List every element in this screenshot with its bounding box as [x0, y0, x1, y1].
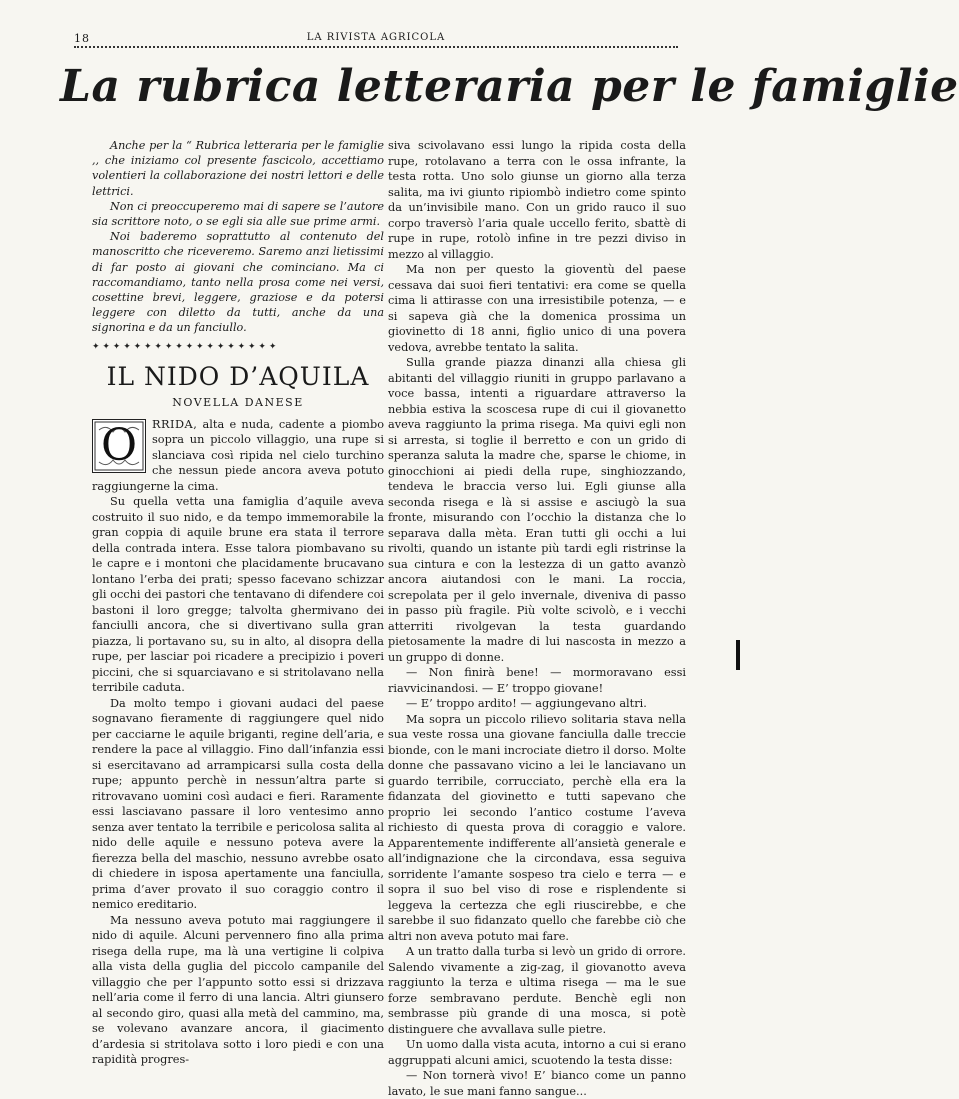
right-column	[388, 138, 686, 1099]
intro-note	[92, 138, 384, 336]
dropcap-letter: O	[100, 419, 138, 471]
page-number: 18	[74, 32, 90, 45]
running-title: LA RIVISTA AGRICOLA	[306, 32, 446, 43]
story-title: IL NIDO D’AQUILA	[106, 362, 370, 392]
story-paragraph: Su quella vetta una famiglia d’aquile aveva costruito il suo nido, e da tempo immemorabile la gran coppia di aquile brune era stata il terrore della contrada intera. Esse talora piombavano su le capre e i montoni che placidamente brucavano lontano l’erba dei prati; spesso facevano schizzar gli occhi dei pastori che tentavano di difendere coi bastoni il loro gregge; talvolta ghermivano dei fanciulli ancora, che si divertivano sulla gran piazza, li portavano su, su in alto, al disopra della rupe, per lasciar poi ricadere a precipizio i poveri piccini, che si squarciavano e si stritolavano nella terribile caduta.	[92, 495, 384, 695]
story-paragraph: A un tratto dalla turba si levò un grido di orrore. Salendo vivamente a zig-zag, il giovanotto aveva raggiunto la terza e ultima risega — ma le sue forze sembravano perdute. Benchè egli non sembrasse più grande di una mosca, si potè distinguere che avvallava sulle pietre.	[388, 945, 686, 1036]
story-paragraph: Ma sopra un piccolo rilievo solitaria stava nella sua veste rossa una giovane fanciulla dalle treccie bionde, con le mani incrociate dietro il dorso. Molte donne che passavano vicino a lei le lanciavano un guardo terribile, corrucciato, perchè ella era la fidanzata del giovinetto e tutti sapevano che proprio lei secondo l’antico costume l’aveva richiesto di questa prova di coraggio e valore. Apparentemente indifferente all’ansietà generale e all’indignazione che la circondava, essa seguiva sorridente l’amante sospeso tra cielo e terra — e sopra il suo bel viso di rose e risplendente si leggeva la certezza che egli riuscirebbe, e che sarebbe il suo fidanzato quello che farebbe ciò che altri non aveva potuto mai fare.	[388, 712, 686, 943]
first-sentence: alta e nuda, cadente a piombo sopra un piccolo villaggio, una rupe si slanciava così ripida nel cielo turchino che nessun piede ancora aveva potuto raggiungerne la cima.	[92, 417, 384, 493]
intro-paragraph: Non ci preoccuperemo mai di sapere se l’autore sia scrittore noto, o se egli sia alle sue prime armi.	[92, 199, 384, 229]
dropcap-initial	[92, 419, 146, 473]
story-body-left	[92, 417, 384, 1068]
story-paragraph: siva scivolavano essi lungo la ripida costa della rupe, rotolavano a terra con le ossa infrante, la testa rotta. Uno solo giunse un giorno alla terza salita, ma ivi giunto ripiombò indietro come spinto da un’invisibile mano. Con un grido rauco il suo corpo traversò l’aria quale uccello ferito, sbattè di rupe in rupe, rotolò infine in tre pezzi diviso in mezzo al villaggio.	[388, 139, 686, 261]
intro-paragraph: Anche per la “ Rubrica letteraria per le famiglie ,, che iniziamo col presente fascicolo, accettiamo volentieri la collaborazione dei nostri lettori e delle lettrici.	[92, 139, 384, 198]
intro-paragraph: Noi baderemo soprattutto al contenuto del manoscritto che riceveremo. Saremo anzi lietissimi di far posto ai giovani che cominciano. Ma ci raccomandiamo, tanto nella prosa come nei versi, cosettine brevi, leggere, graziose e da potersi leggere con diletto da tutti, anche da una signorina e da un fanciullo.	[92, 230, 384, 335]
running-header	[74, 32, 678, 46]
story-paragraph: Ma non per questo la gioventù del paese cessava dai suoi fieri tentativi: era come se quella cima li attirasse con una irresistibile potenza, — e si sapeva già che la domenica prossima un giovinetto di 18 anni, figlio unico di una povera vedova, avrebbe tentato la salita.	[388, 263, 686, 354]
ornament-separator: ✦ ✦ ✦ ✦ ✦ ✦ ✦ ✦ ✦ ✦ ✦ ✦ ✦ ✦ ✦ ✦ ✦ ✦	[92, 341, 277, 352]
story-paragraph: Un uomo dalla vista acuta, intorno a cui si erano aggruppati alcuni amici, scuotendo la testa disse:	[388, 1038, 686, 1067]
scan-edge-mark	[736, 640, 740, 670]
story-paragraph: Sulla grande piazza dinanzi alla chiesa gli abitanti del villaggio riuniti in gruppo parlavano a voce bassa, intenti a riguardare attraverso la nebbia estiva la scoscesa rupe di cui il giovanetto aveva raggiunto la prima risega. Ma quivi egli non si arresta, si toglie il berretto e con un grido di speranza saluta la madre che, sparse le chiome, in ginocchioni ai piedi della rupe, singhiozzando, tendeva le braccia verso lui. Egli giunse alla seconda risega e là si assise e asciugò la sua fronte, misurando con l’occhio la distanza che lo separava dalla mèta. Eran tutti gli occhi a lui rivolti, quando un istante più tardi egli ristrinse la sua cintura e con la lestezza di un gatto avanzò ancora aiutandosi con le mani. La roccia, screpolata per il gelo invernale, diveniva di passo in passo più fragile. Più volte scivolò, e i vecchi atterriti rivolgevan la testa guardando pietosamente la madre di lui nascosta in mezzo a un gruppo di donne.	[388, 356, 686, 664]
story-paragraph: Ma nessuno aveva potuto mai raggiungere il nido di aquile. Alcuni pervennero fino alla prima risega della rupe, ma là una vertigine li colpiva alla vista della guglia del piccolo campanile del villaggio che per l’appunto sotto essi si drizzava nell’aria come il ferro di una lancia. Altri giunsero al secondo giro, quasi alla metà del cammino, ma, se volevano avanzare ancora, il giacimento d’ardesia si stritolava sotto i loro piedi e con una rapidità progres-	[92, 913, 384, 1067]
section-title: La rubrica letteraria per le famiglie	[60, 61, 959, 112]
first-word: RRIDA,	[152, 417, 198, 431]
header-rule	[74, 46, 678, 51]
story-paragraph: — E’ troppo ardito! — aggiungevano altri.	[406, 697, 647, 710]
story-paragraph: — Non tornerà vivo! E’ bianco come un panno lavato, le sue mani fanno sangue...	[388, 1069, 686, 1098]
opening-paragraph	[92, 417, 384, 495]
story-paragraph: — Non finirà bene! — mormoravano essi riavvicinandosi. — E’ troppo giovane!	[388, 666, 686, 695]
story-subtitle: NOVELLA DANESE	[172, 396, 304, 410]
left-column	[92, 138, 384, 1068]
story-body-right	[388, 138, 686, 1099]
story-paragraph: Da molto tempo i giovani audaci del paese sognavano fieramente di raggiungere quel nido per cacciarne le aquile briganti, regine dell’aria, e rendere la pace al villaggio. Fino dall’infanzia essi si esercitavano ad arrampicarsi sulla costa della rupe; appunto perchè in nessun’altra parte si ritrovavano uomini così audaci e fieri. Raramente essi lasciavano passare il loro ventesimo anno senza aver tentato la terribile e pericolosa salita al nido delle aquile e nessuno poteva avere la fierezza bella del maschio, nessuno avrebbe osato di chiedere in isposa apertamente una fanciulla, prima d’aver provato il suo coraggio contro il nemico ereditario.	[92, 696, 384, 912]
